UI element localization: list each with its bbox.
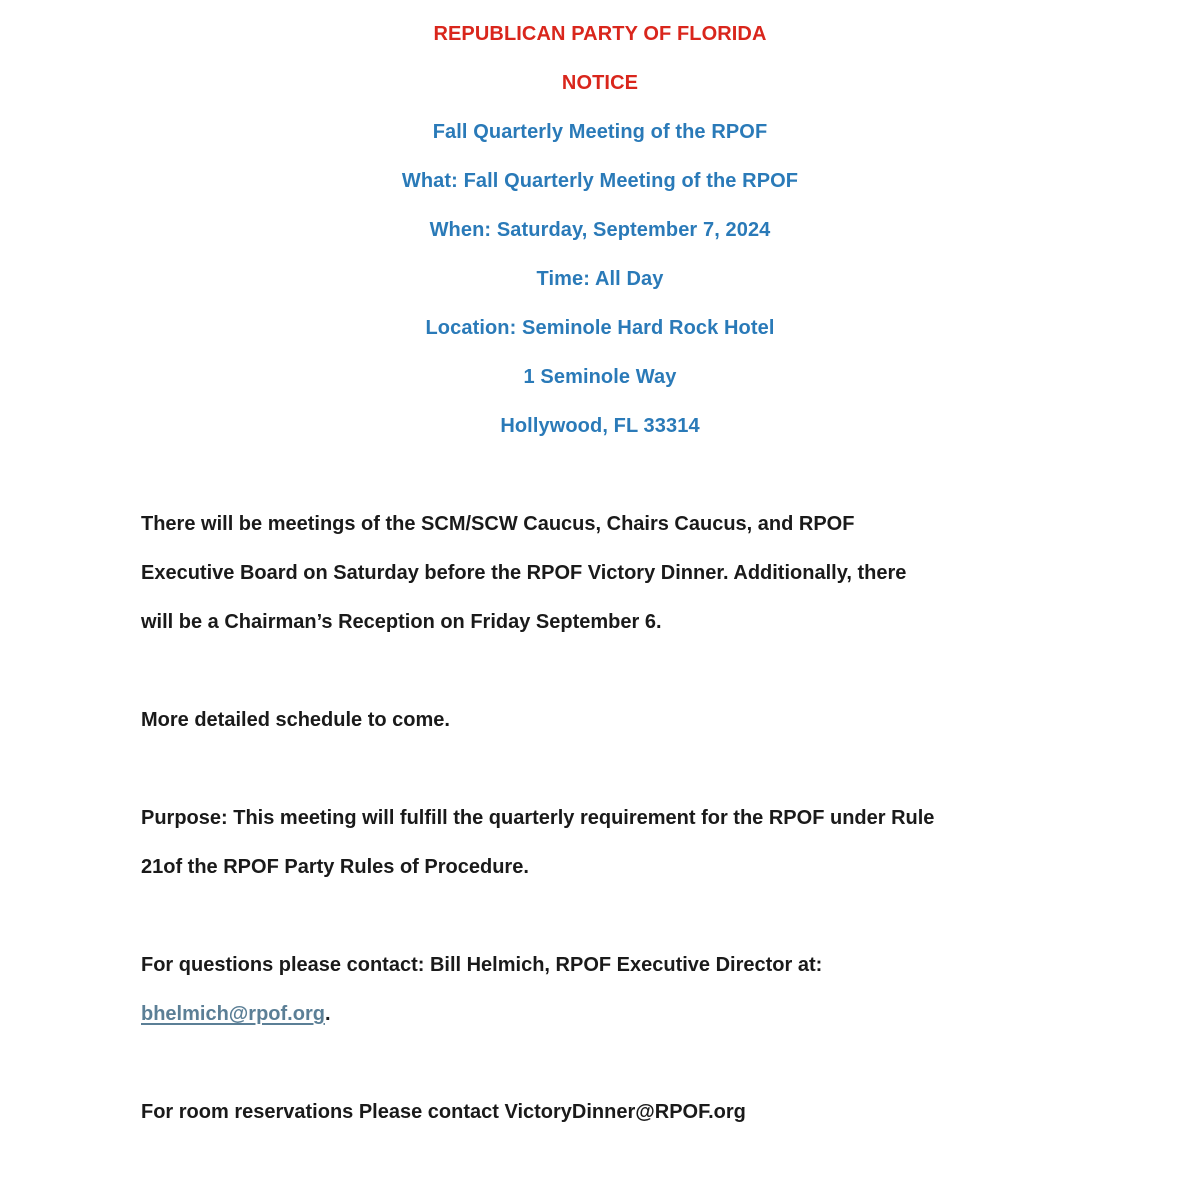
contact-email-link[interactable]: bhelmich@rpof.org (141, 1003, 325, 1025)
meeting-when: When: Saturday, September 7, 2024 (429, 219, 771, 241)
schedule-note: More detailed schedule to come. (141, 709, 450, 731)
notice-heading: NOTICE (561, 72, 639, 94)
purpose-paragraph-line: 21of the RPOF Party Rules of Procedure. (141, 856, 529, 878)
paragraph-gap (141, 1051, 1061, 1100)
org-name: REPUBLICAN PARTY OF FLORIDA (433, 23, 767, 45)
meeting-title: Fall Quarterly Meeting of the RPOF (432, 121, 768, 143)
meetings-paragraph-line: will be a Chairman’s Reception on Friday September 6. (141, 611, 662, 633)
paragraph-gap (141, 757, 1061, 806)
purpose-paragraph-line: Purpose: This meeting will fulfill the quarterly requirement for the RPOF under Rule (141, 807, 935, 829)
contact-email-period: . (324, 1003, 331, 1025)
paragraph-gap (141, 659, 1061, 708)
meeting-what: What: Fall Quarterly Meeting of the RPOF (401, 170, 799, 192)
meeting-address-street: 1 Seminole Way (523, 366, 677, 388)
paragraph-gap (141, 904, 1061, 953)
meeting-location: Location: Seminole Hard Rock Hotel (425, 317, 775, 339)
meetings-paragraph-line: There will be meetings of the SCM/SCW Caucus, Chairs Caucus, and RPOF (141, 513, 855, 535)
meeting-time: Time: All Day (536, 268, 664, 290)
reservations-line: For room reservations Please contact VictoryDinner@RPOF.org (141, 1101, 746, 1123)
contact-email-line (141, 1002, 1061, 1051)
contact-line: For questions please contact: Bill Helmich, RPOF Executive Director at: (141, 954, 823, 976)
meeting-address-city: Hollywood, FL 33314 (500, 415, 700, 437)
meetings-paragraph-line: Executive Board on Saturday before the RPOF Victory Dinner. Additionally, there (141, 562, 907, 584)
notice-header (0, 22, 1200, 463)
notice-body (141, 512, 1061, 1149)
